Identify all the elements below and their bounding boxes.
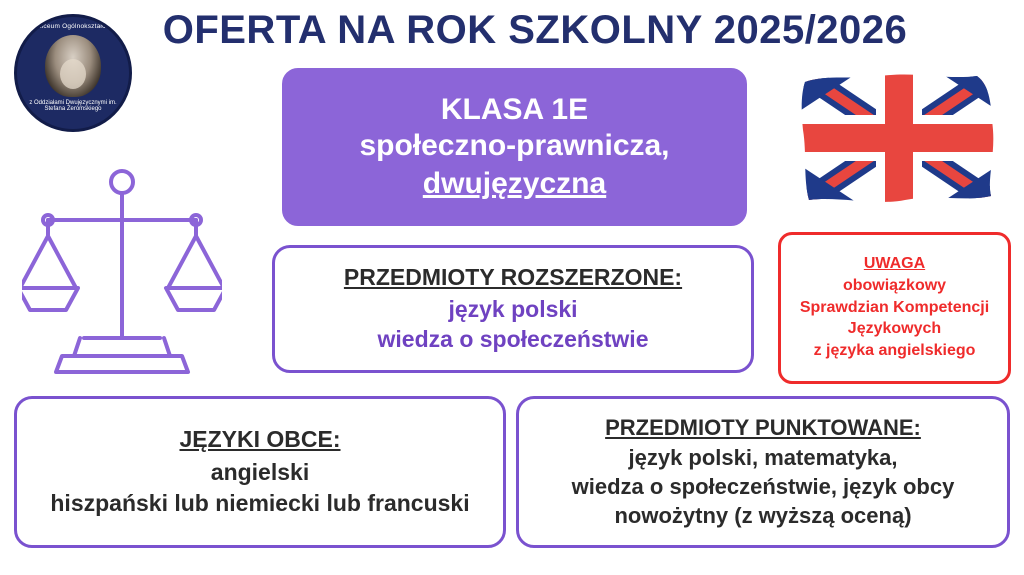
emblem-bottom-text: z Oddziałami Dwujęzycznymi im. Stefana Żeromskiego [29, 99, 117, 112]
emblem-portrait [45, 35, 101, 97]
notice-item: z języka angielskiego [813, 341, 976, 359]
class-profile: społeczno-prawnicza, [359, 129, 670, 162]
scored-subjects-header: PRZEDMIOTY PUNKTOWANE: [605, 415, 921, 441]
class-name: KLASA 1E [440, 92, 589, 126]
extended-subjects-header: PRZEDMIOTY ROZSZERZONE: [343, 263, 683, 290]
page-title: OFERTA NA ROK SZKOLNY 2025/2026 [162, 8, 908, 52]
extended-subjects-box [272, 245, 754, 373]
scored-subjects-box [516, 396, 1010, 548]
scored-subject-item: wiedza o społeczeństwie, język obcy [571, 473, 955, 499]
notice-box [778, 232, 1011, 384]
foreign-languages-header: JĘZYKI OBCE: [179, 426, 341, 452]
extended-subject-item: wiedza o społeczeństwie [377, 326, 649, 353]
notice-header: UWAGA [863, 255, 926, 273]
emblem-top-text: XI Liceum Ogólnokształcące [29, 23, 117, 30]
class-info-box [282, 68, 747, 226]
scales-of-justice-icon [22, 160, 222, 375]
uk-flag-icon [795, 68, 1003, 208]
school-emblem-logo [14, 14, 132, 132]
notice-item: Językowych [847, 320, 942, 338]
foreign-languages-box [14, 396, 506, 548]
class-bilingual-label: dwujęzyczna [422, 166, 607, 200]
foreign-language-item: hiszpański lub niemiecki lub francuski [50, 489, 470, 516]
extended-subject-item: język polski [448, 296, 578, 323]
notice-item: obowiązkowy [842, 277, 947, 295]
scored-subject-item: język polski, matematyka, [628, 444, 898, 470]
notice-item: Sprawdzian Kompetencji [799, 298, 990, 316]
scored-subject-item: nowożytny (z wyższą oceną) [614, 502, 912, 528]
foreign-language-item: angielski [210, 458, 310, 485]
